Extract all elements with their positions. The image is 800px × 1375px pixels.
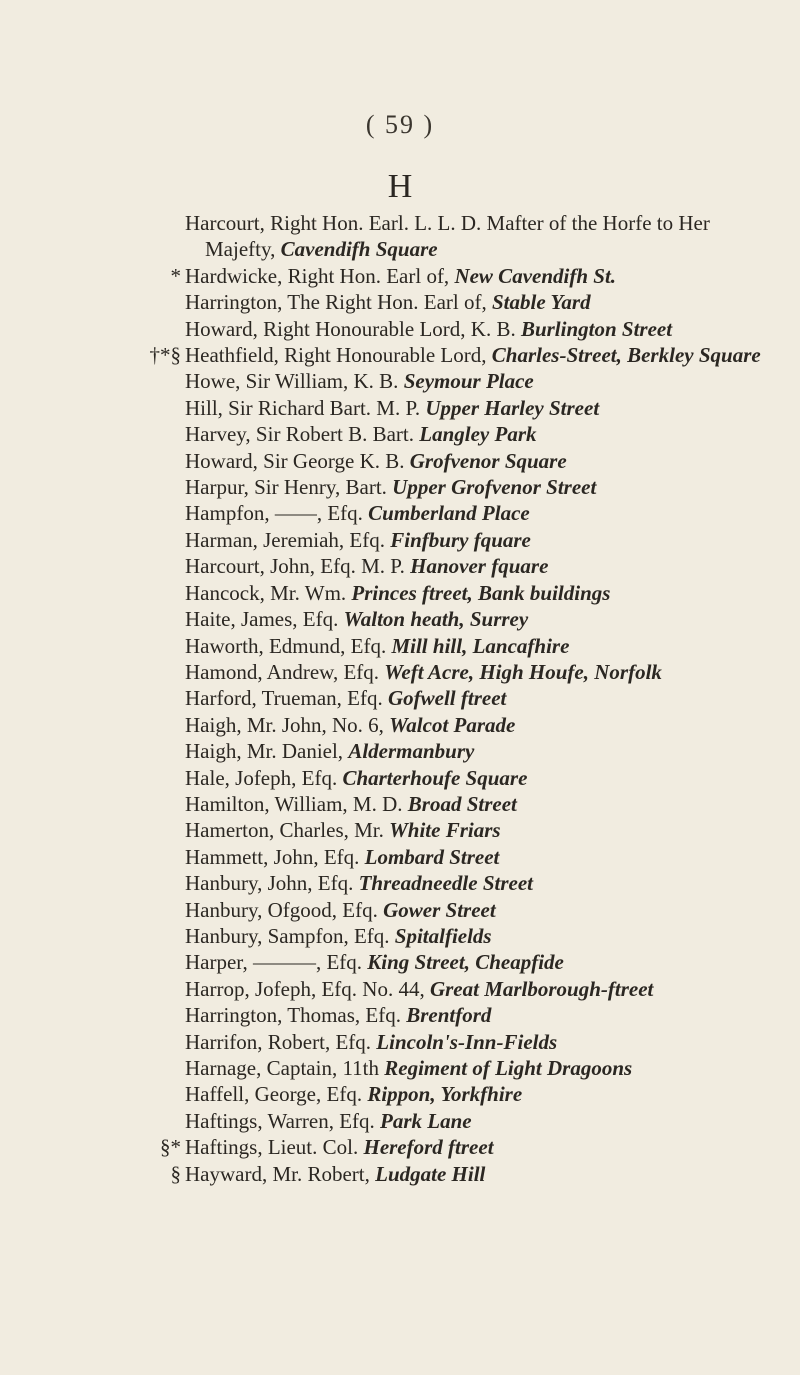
list-entry [0,765,765,791]
entry-name: Howe, Sir William, K. B. [185,369,399,394]
entry-mark: §* [160,1135,181,1160]
entry-address: King Street, Cheapfide [367,950,564,975]
entry-address: Charterhoufe Square [342,765,528,790]
list-entry [0,474,765,500]
entry-name: Harcourt, John, Efq. M. P. [185,554,405,579]
entry-name: Harcourt, Right Hon. Earl. L. L. D. Mafter of the Horfe to Her Majefty, [185,211,710,262]
entry-name: Howard, Sir George K. B. [185,448,405,473]
entry-name: Hampfon, ——, Efq. [185,501,363,526]
entry-name: Harpur, Sir Henry, Bart. [185,475,387,500]
entry-address: Rippon, Yorkfhire [367,1082,523,1107]
entry-name: Haite, James, Efq. [185,607,339,632]
list-entry [0,1108,765,1134]
entry-address: Charles-Street, Berkley Square [491,343,761,368]
entry-address: Weft Acre, High Houfe, Norfolk [384,659,662,684]
list-entry [0,685,765,711]
entry-address: Threadneedle Street [358,871,533,896]
entry-address: New Cavendifh St. [454,263,617,288]
entry-address: Walton heath, Surrey [343,607,529,632]
entry-name: Harnage, Captain, 11th [185,1056,379,1080]
entry-address: Princes ftreet, Bank buildings [351,580,611,605]
entry-address: Lincoln's-Inn-Fields [376,1029,558,1054]
entry-address: Ludgate Hill [375,1161,486,1186]
list-entry [0,210,765,263]
entry-name: Hammett, John, Efq. [185,844,360,869]
entry-address: Cumberland Place [368,501,530,526]
entry-address: Regiment of Light Dragoons [384,1056,633,1080]
entry-name: Harvey, Sir Robert B. Bart. [185,422,415,447]
list-entry [0,527,765,553]
entry-name: Hardwicke, Right Hon. Earl of, [185,263,450,288]
list-entry [0,1161,765,1187]
entry-name: Harrifon, Robert, Efq. [185,1029,372,1054]
entry-address: Walcot Parade [389,712,516,737]
list-entry [0,1081,765,1107]
entry-address: Lombard Street [364,844,500,869]
entry-address: Mill hill, Lancafhire [391,633,570,658]
entry-address: Park Lane [380,1108,472,1133]
entry-name: Hanbury, John, Efq. [185,871,354,896]
list-entry [0,448,765,474]
entry-address: Hereford ftreet [363,1135,494,1160]
entry-name: Hancock, Mr. Wm. [185,580,347,605]
entry-address: White Friars [389,818,501,843]
entry-address: Spitalfields [394,923,492,948]
entry-address: Finfbury fquare [390,527,531,552]
entry-mark: § [170,1161,181,1186]
list-entry [0,368,765,394]
list-entry [0,316,765,342]
list-entry [0,580,765,606]
entry-address: Grofvenor Square [409,448,567,473]
entry-name: Harman, Jeremiah, Efq. [185,527,386,552]
entry-name: Haigh, Mr. John, No. 6, [185,712,384,737]
entry-name: Harrop, Jofeph, Efq. No. 44, [185,976,425,1001]
entry-name: Hanbury, Sampfon, Efq. [185,923,390,948]
entry-name: Haffell, George, Efq. [185,1082,363,1107]
page-number: ( 59 ) [365,110,435,139]
list-entry [0,659,765,685]
entry-name: Harrington, Thomas, Efq. [185,1003,401,1028]
list-entry [0,923,765,949]
list-entry [0,949,765,975]
entry-name: Hamerton, Charles, Mr. [185,818,384,843]
entry-name: Harper, ———, Efq. [185,950,363,975]
entry-name: Hanbury, Ofgood, Efq. [185,897,378,922]
list-entry [0,606,765,632]
entry-address: Gower Street [383,897,496,922]
entry-name: Haigh, Mr. Daniel, [185,739,344,764]
entry-address: Aldermanbury [348,739,475,764]
list-entry [0,289,765,315]
list-entry [0,738,765,764]
list-entry [0,633,765,659]
list-entry [0,712,765,738]
list-entry [0,1055,765,1081]
list-entry [0,263,765,289]
entry-name: Harrington, The Right Hon. Earl of, [185,290,487,315]
list-entry [0,817,765,843]
entry-address: Brentford [406,1003,492,1028]
list-entry [0,976,765,1002]
letter-heading: H [387,168,413,205]
entry-name: Haftings, Lieut. Col. [185,1135,359,1160]
list-entry [0,1002,765,1028]
entry-name: Haworth, Edmund, Efq. [185,633,387,658]
entry-name: Haftings, Warren, Efq. [185,1108,375,1133]
entry-name: Hamilton, William, M. D. [185,791,403,816]
entry-name: Howard, Right Honourable Lord, K. B. [185,316,516,341]
list-entry [0,421,765,447]
entry-address: Gofwell ftreet [387,686,507,711]
entry-address: Cavendifh Square [280,237,438,262]
entry-address: Great Marlborough-ftreet [429,976,654,1001]
list-entry [0,395,765,421]
entry-address: Seymour Place [403,369,534,394]
list-entry [0,870,765,896]
list-entry [0,342,765,368]
entry-address: Stable Yard [491,290,591,315]
list-entry [0,844,765,870]
entry-name: Hale, Jofeph, Efq. [185,765,338,790]
entry-name: Hamond, Andrew, Efq. [185,659,380,684]
entry-mark: * [170,263,181,288]
entry-address: Upper Harley Street [425,395,600,420]
entry-address: Upper Grofvenor Street [392,475,597,500]
entry-address: Langley Park [419,422,537,447]
list-entry [0,897,765,923]
list-entry [0,1029,765,1055]
entry-name: Heathfield, Right Honourable Lord, [185,343,487,368]
list-entry [0,553,765,579]
list-entry [0,500,765,526]
entry-mark: †*§ [149,343,181,368]
list-entry [0,791,765,817]
entry-name: Hill, Sir Richard Bart. M. P. [185,395,421,420]
entry-address: Hanover fquare [410,554,549,579]
entry-address: Burlington Street [520,316,673,341]
list-entry [0,1134,765,1160]
entry-name: Harford, Trueman, Efq. [185,686,383,711]
entry-name: Hayward, Mr. Robert, [185,1161,370,1186]
entry-address: Broad Street [407,791,517,816]
subscriber-list [0,210,800,1187]
